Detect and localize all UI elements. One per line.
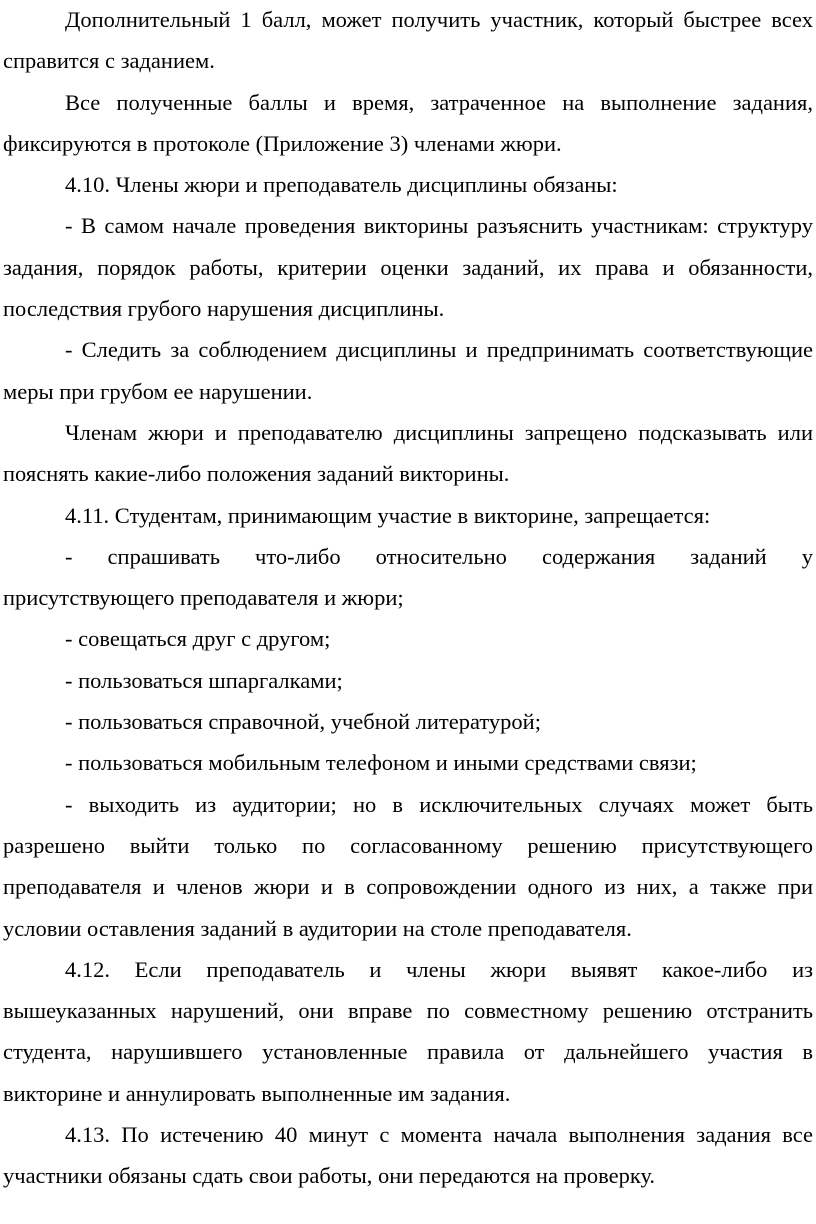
list-item-no-asking: - спрашивать что-либо относительно содержания заданий у присутствующего преподавателя и жюри; (3, 543, 813, 611)
paragraph-points-recorded: Все полученные баллы и время, затраченное на выполнение задания, фиксируются в протоколе (Приложение 3) членами жюри. (3, 89, 813, 156)
list-item-no-literature: - пользоваться справочной, учебной литературой; (65, 709, 541, 735)
paragraph-explain-rules: - В самом начале проведения викторины разъяснить участникам: структуру задания, порядок работы, критерии оценки заданий, их права и обязанности, последствия грубого нарушения дисциплины. (3, 213, 813, 322)
paragraph-section-4-10: 4.10. Члены жюри и преподаватель дисциплины обязаны: (65, 172, 618, 198)
list-item-no-phones: - пользоваться мобильным телефоном и иными средствами связи; (65, 750, 697, 776)
paragraph-section-4-11: 4.11. Студентам, принимающим участие в викторине, запрещается: (65, 502, 711, 528)
paragraph-bonus-point: Дополнительный 1 балл, может получить участник, который быстрее всех справится с заданием. (3, 7, 813, 74)
paragraph-monitor-discipline: - Следить за соблюдением дисциплины и предпринимать соответствующие меры при грубом ее нарушении. (3, 337, 813, 404)
list-item-no-leaving: - выходить из аудитории; но в исключительных случаях может быть разрешено выйти только по согласованному решению присутствующего преподавателя и членов жюри и в сопровождении одного из них, а также при условии оставления заданий в аудитории на столе преподавателя. (3, 791, 813, 941)
list-item-no-conferring: - совещаться друг с другом; (65, 626, 331, 652)
list-item-no-cheat-sheets: - пользоваться шпаргалками; (65, 667, 343, 693)
paragraph-jury-prohibition: Членам жюри и преподавателю дисциплины запрещено подсказывать или пояснять какие-либо положения заданий викторины. (3, 419, 813, 487)
paragraph-section-4-12: 4.12. Если преподаватель и члены жюри выявят какое-либо из вышеуказанных нарушений, они вправе по совместному решению отстранить студента, нарушившего установленные правила от дальнейшего участия в викторине и аннулировать выполненные им задания. (3, 956, 813, 1106)
paragraph-section-4-13: 4.13. По истечению 40 минут с момента начала выполнения задания все участники обязаны сдать свои работы, они передаются на проверку. (3, 1122, 813, 1189)
